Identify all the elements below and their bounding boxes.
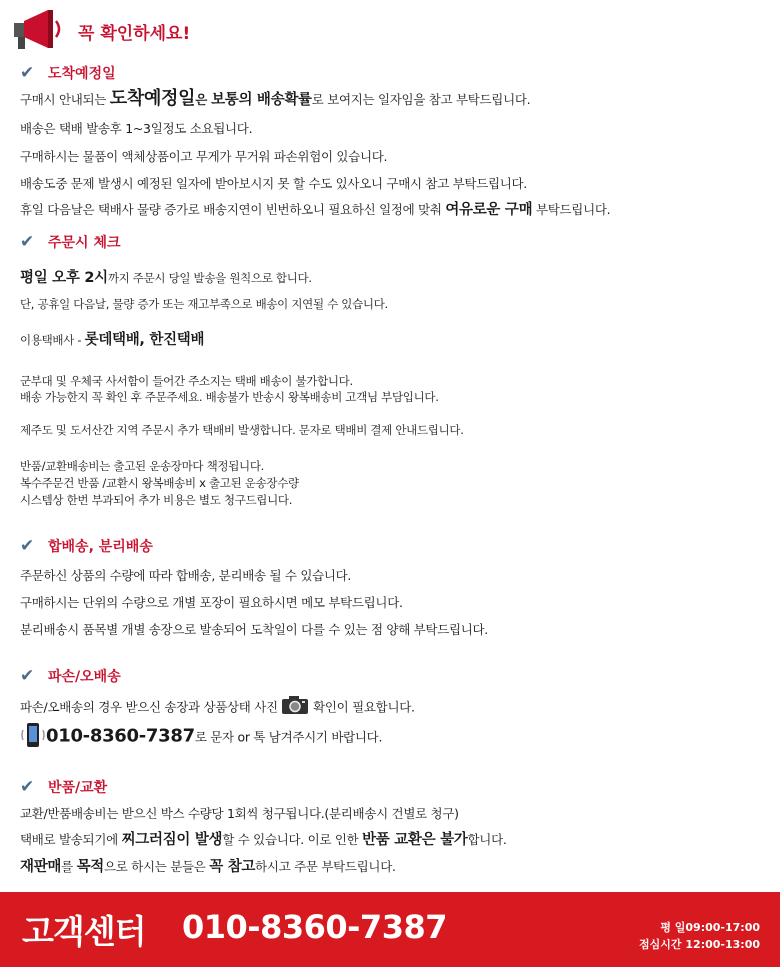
return-line-1: 교환/반품배송비는 받으신 박스 수량당 1회씩 청구됩니다.(분리배송시 건별로 청구) — [20, 806, 459, 821]
section-title: 파손/오배송 — [48, 669, 121, 685]
weekday-hours: 평 일09:00-17:00 — [660, 921, 760, 934]
check-icon: ✔ — [20, 777, 35, 797]
notice-header — [12, 8, 190, 54]
check-icon: ✔ — [20, 536, 35, 556]
return-line-3: 재판매를 목적으로 하시는 분들은 꼭 참고하시고 주문 부탁드립니다. — [20, 859, 396, 875]
courier-line: 이용택배사 - 롯데택배, 한진택배 — [20, 332, 205, 348]
section-order-header — [20, 231, 121, 253]
arrival-line-1: 구매시 안내되는 도착예정일은 보통의 배송확률로 보여지는 일자임을 참고 부탁드립니다. — [20, 88, 531, 109]
order-line-7: 반품/교환배송비는 출고된 운송장마다 책정됩니다. — [20, 459, 264, 473]
damage-line-2: 010-8360-7387로 문자 or 톡 남겨주시기 바랍니다. — [20, 722, 382, 754]
camera-icon — [281, 695, 309, 721]
section-title: 도착예정일 — [48, 66, 116, 82]
section-return-header — [20, 776, 107, 798]
phone-icon — [20, 722, 46, 754]
order-line-5: 배송 가능한지 꼭 확인 후 주문주세요. 배송불가 반송시 왕복배송비 고객님 부담입니다. — [20, 390, 439, 404]
section-title: 합배송, 분리배송 — [48, 539, 153, 555]
arrival-line-2: 배송은 택배 발송후 1~3일정도 소요됩니다. — [20, 121, 253, 136]
section-title: 반품/교환 — [48, 780, 108, 796]
shipping-line-3: 분리배송시 품목별 개별 송장으로 발송되어 도착일이 다를 수 있는 점 양해 부탁드립니다. — [20, 622, 488, 637]
notice-title: 꼭 확인하세요! — [78, 23, 191, 44]
section-shipping-header — [20, 535, 153, 557]
lunch-hours: 점심시간 12:00-13:00 — [639, 938, 760, 951]
order-line-1: 평일 오후 2시까지 주문시 당일 발송을 원칙으로 합니다. — [20, 270, 312, 286]
arrival-line-5: 휴일 다음날은 택배사 물량 증가로 배송지연이 빈번하오니 필요하신 일정에 맞춰 여유로운 구매 부탁드립니다. — [20, 202, 611, 218]
section-title: 주문시 체크 — [48, 235, 121, 251]
arrival-line-3: 구매하시는 물품이 액체상품이고 무게가 무거워 파손위험이 있습니다. — [20, 149, 388, 164]
section-damage-header — [20, 665, 121, 687]
megaphone-icon — [12, 7, 64, 55]
check-icon: ✔ — [20, 232, 35, 252]
check-icon: ✔ — [20, 666, 35, 686]
shipping-line-2: 구매하시는 단위의 수량으로 개별 포장이 필요하시면 메모 부탁드립니다. — [20, 595, 403, 610]
customer-center-phone[interactable]: 010-8360-7387 — [182, 908, 447, 946]
order-line-6: 제주도 및 도서산간 지역 주문시 추가 택배비 발생합니다. 문자로 택배비 결제 안내드립니다. — [20, 423, 464, 437]
order-line-8: 복수주문건 반품 /교환시 왕복배송비 x 출고된 운송장수량 — [20, 476, 299, 490]
check-icon: ✔ — [20, 63, 35, 83]
section-arrival-header — [20, 62, 116, 84]
return-line-2: 택배로 발송되기에 찌그러짐이 발생할 수 있습니다. 이로 인한 반품 교환은 불가합니다. — [20, 832, 507, 848]
order-line-9: 시스템상 한번 부과되어 추가 비용은 별도 청구드립니다. — [20, 493, 293, 507]
order-line-4: 군부대 및 우체국 사서함이 들어간 주소지는 택배 배송이 불가합니다. — [20, 374, 353, 388]
shipping-line-1: 주문하신 상품의 수량에 따라 합배송, 분리배송 될 수 있습니다. — [20, 568, 352, 583]
damage-line-1: 파손/오배송의 경우 받으신 송장과 상품상태 사진 확인이 필요합니다. — [20, 695, 415, 721]
arrival-line-4: 배송도중 문제 발생시 예정된 일자에 받아보시지 못 할 수도 있사오니 구매시 참고 부탁드립니다. — [20, 176, 527, 191]
order-line-2: 단, 공휴일 다음날, 물량 증가 또는 재고부족으로 배송이 지연될 수 있습니다. — [20, 297, 388, 311]
customer-center-banner — [0, 892, 780, 967]
customer-center-title: 고객센터 — [22, 912, 146, 951]
